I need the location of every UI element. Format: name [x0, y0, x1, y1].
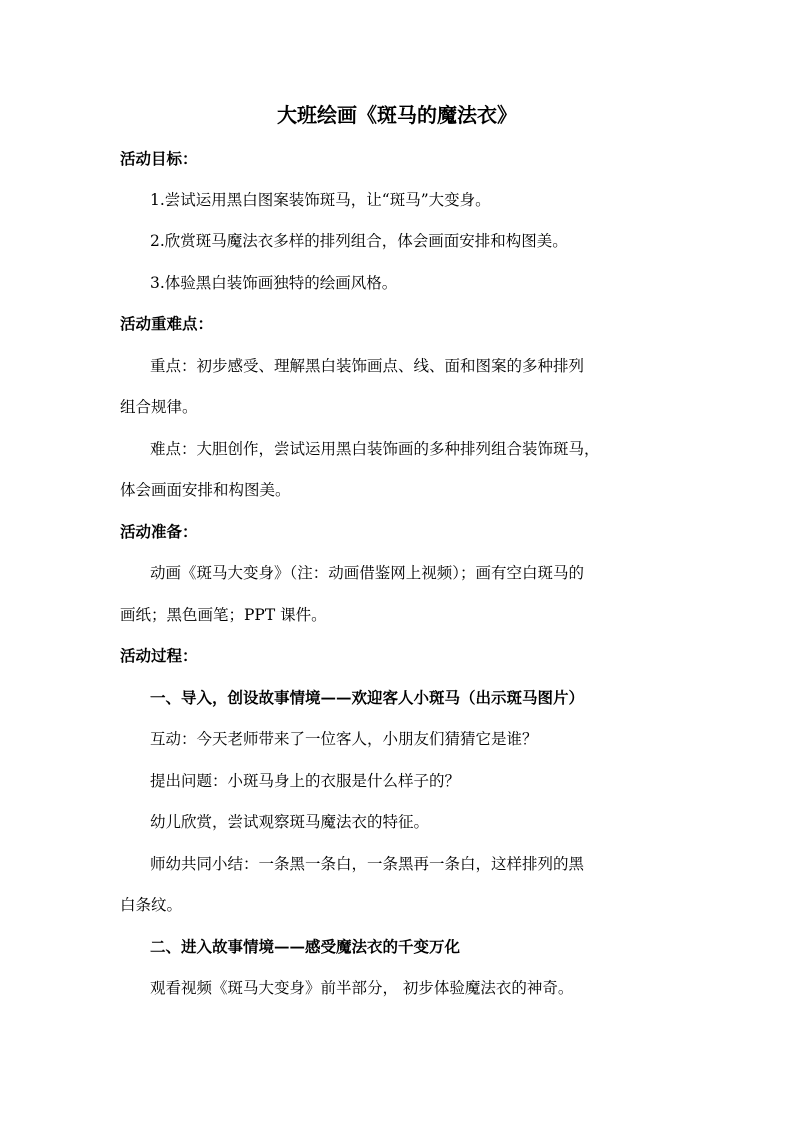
goal-item-1: 1.尝试运用黑白图案装饰斑马，让“斑马”大变身。 [150, 191, 491, 209]
step1-line-4: 师幼共同小结：一条黑一条白，一条黑再一条白，这样排列的黑 [150, 855, 585, 873]
preparation-heading: 活动准备： [120, 522, 198, 541]
document-title: 大班绘画《斑马的魔法衣》 [277, 103, 517, 127]
goal-item-2: 2.欣赏斑马魔法衣多样的排列组合，体会画面安排和构图美。 [150, 232, 568, 250]
preparation-line-2: 画纸；黑色画笔；PPT 课件。 [120, 606, 327, 624]
goal-item-3: 3.体验黑白装饰画独特的绘画风格。 [150, 274, 398, 292]
step2-line-1: 观看视频《斑马大变身》前半部分， 初步体验魔法衣的神奇。 [150, 979, 574, 997]
step1-line-2: 提出问题：小斑马身上的衣服是什么样子的？ [150, 772, 461, 790]
step1-line-3: 幼儿欣赏，尝试观察斑马魔法衣的特征。 [150, 813, 430, 831]
focus-line-2: 组合规律。 [120, 398, 198, 416]
focus-line-1: 重点：初步感受、理解黑白装饰画点、线、面和图案的多种排列 [150, 357, 585, 375]
step1-line-5: 白条纹。 [120, 896, 183, 914]
key-points-heading: 活动重难点： [120, 314, 214, 333]
difficulty-line-1: 难点：大胆创作，尝试运用黑白装饰画的多种排列组合装饰斑马， [150, 440, 600, 458]
step2-heading: 二、进入故事情境——感受魔法衣的千变万化 [150, 937, 461, 956]
process-heading: 活动过程： [120, 646, 198, 665]
preparation-line-1: 动画《斑马大变身》（注：动画借鉴网上视频）；画有空白斑马的 [150, 564, 585, 582]
goals-heading: 活动目标： [120, 149, 198, 168]
step1-line-1: 互动：今天老师带来了一位客人，小朋友们猜猜它是谁？ [150, 730, 538, 748]
difficulty-line-2: 体会画面安排和构图美。 [120, 481, 291, 499]
step1-heading: 一、导入，创设故事情境——欢迎客人小斑马（出示斑马图片） [150, 688, 585, 707]
